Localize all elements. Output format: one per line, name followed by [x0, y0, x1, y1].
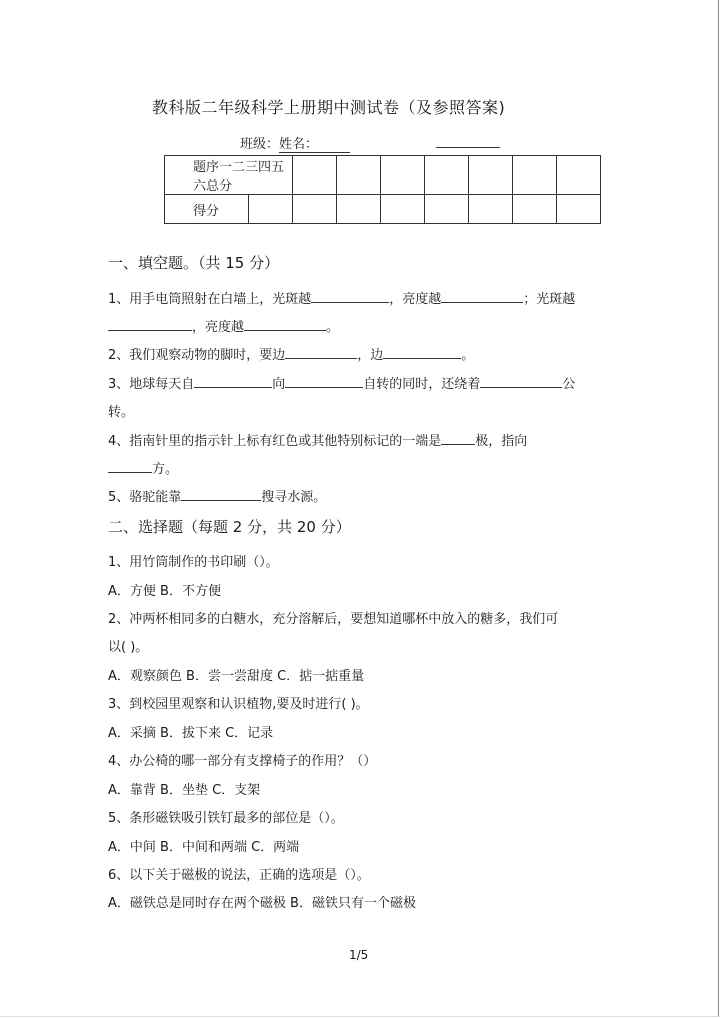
question-4 [108, 430, 527, 449]
score-table [164, 155, 601, 224]
name-field[interactable] [279, 133, 350, 153]
table-row [165, 195, 601, 224]
choice-options-1[interactable]: A．方便 B．不方便 [108, 584, 221, 599]
question-text: 。 [461, 348, 475, 363]
choice-options-6[interactable]: A．磁铁总是同时存在两个磁极 B．磁铁只有一个磁极 [108, 896, 416, 911]
question-2 [108, 344, 474, 363]
score-cell[interactable] [293, 156, 337, 195]
class-label: 班级： [240, 137, 280, 152]
score-cell[interactable] [469, 156, 513, 195]
score-cell[interactable] [513, 195, 557, 224]
choice-question-1: 1、用竹筒制作的书印刷（）。 [108, 555, 279, 570]
answer-blank[interactable] [108, 460, 152, 473]
question-3 [108, 373, 575, 392]
question-3-cont: 转。 [108, 405, 135, 420]
choice-options-3[interactable]: A．采摘 B．拔下来 C．记录 [108, 726, 274, 741]
choice-options-5[interactable]: A．中间 B．中间和两端 C．两端 [108, 840, 300, 855]
score-cell[interactable] [425, 156, 469, 195]
question-1 [108, 288, 575, 307]
choice-question-4: 4、办公椅的哪一部分有支撑椅子的作用？（） [108, 754, 377, 769]
name-blank[interactable] [436, 133, 500, 148]
score-cell[interactable] [337, 195, 381, 224]
score-cell[interactable] [557, 195, 601, 224]
question-4-cont [108, 458, 178, 477]
question-text: 公 [562, 377, 576, 392]
score-cell[interactable] [557, 156, 601, 195]
question-text: 4、指南针里的指示针上标有红色或其他特别标记的一端是 [108, 434, 442, 449]
choice-question-6: 6、以下关于磁极的说法，正确的选项是（）。 [108, 868, 370, 883]
question-text: ，亮度越 [389, 292, 442, 307]
question-text: ，边 [357, 348, 384, 363]
answer-blank[interactable] [441, 432, 475, 445]
student-info [240, 133, 350, 153]
question-text: 方。 [152, 462, 179, 477]
question-text: 自转的同时，还绕着 [363, 377, 481, 392]
answer-blank[interactable] [181, 488, 261, 501]
question-text: 5、骆驼能靠 [108, 490, 182, 505]
answer-blank[interactable] [285, 346, 357, 359]
score-cell[interactable] [249, 195, 293, 224]
question-text: 2、我们观察动物的脚时，要边 [108, 348, 286, 363]
name-label: 姓名： [279, 137, 319, 152]
answer-blank[interactable] [311, 290, 389, 303]
choice-question-2-cont: 以( )。 [108, 640, 149, 655]
question-text: 极，指向 [475, 434, 528, 449]
question-5 [108, 486, 326, 505]
question-text: 。 [326, 320, 340, 335]
score-cell[interactable] [337, 156, 381, 195]
choice-question-5: 5、条形磁铁吸引铁钉最多的部位是（）。 [108, 811, 344, 826]
score-cell[interactable] [293, 195, 337, 224]
question-1-cont [108, 316, 339, 335]
page-title: 教科版二年级科学上册期中测试卷（及参照答案) [152, 98, 506, 117]
section-heading-fill: 一、填空题。（共 15 分） [108, 254, 280, 272]
score-row-label: 得分 [165, 195, 249, 224]
answer-blank[interactable] [480, 375, 562, 388]
answer-blank[interactable] [194, 375, 272, 388]
page-number: 1/5 [349, 948, 369, 962]
question-text: 搜寻水源。 [261, 490, 327, 505]
choice-question-2: 2、冲两杯相同多的白糖水，充分溶解后，要想知道哪杯中放入的糖多，我们可 [108, 612, 559, 627]
choice-options-2[interactable]: A．观察颜色 B．尝一尝甜度 C．掂一掂重量 [108, 669, 365, 684]
table-row [165, 156, 601, 195]
answer-blank[interactable] [383, 346, 461, 359]
score-cell[interactable] [381, 156, 425, 195]
choice-options-4[interactable]: A．靠背 B．坐垫 C．支架 [108, 783, 261, 798]
answer-blank[interactable] [441, 290, 523, 303]
question-text: ，亮度越 [192, 320, 245, 335]
answer-blank[interactable] [108, 318, 192, 331]
question-text: 向 [272, 377, 286, 392]
score-cell[interactable] [425, 195, 469, 224]
answer-blank[interactable] [285, 375, 363, 388]
question-text: 3、地球每天自 [108, 377, 195, 392]
question-text: ；光斑越 [523, 292, 576, 307]
answer-blank[interactable] [244, 318, 326, 331]
section-heading-choice: 二、选择题（每题 2 分，共 20 分） [108, 518, 351, 536]
score-cell[interactable] [513, 156, 557, 195]
score-cell[interactable] [381, 195, 425, 224]
score-cell[interactable] [469, 195, 513, 224]
question-text: 1、用手电筒照射在白墙上，光斑越 [108, 292, 312, 307]
choice-question-3: 3、到校园里观察和认识植物,要及时进行( )。 [108, 697, 369, 712]
score-header-label: 题序一二三四五六总分 [165, 156, 293, 195]
